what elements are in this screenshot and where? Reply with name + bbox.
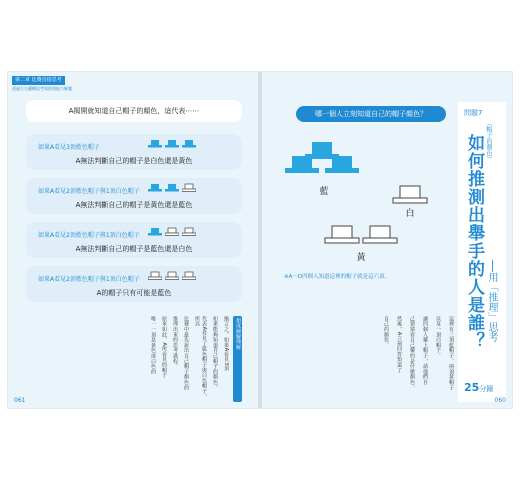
white-hat-icon (148, 271, 162, 280)
text-column: 換言之，如果A看見3頂 (223, 316, 229, 371)
hat-row (148, 271, 196, 280)
case-card-4 (26, 266, 242, 302)
text-column: 以及一頂白帽子。 (435, 316, 441, 359)
question-pill: 哪一個人立刻知道自己的帽子顏色？ (296, 106, 446, 122)
text-column: 己猜猜看自己戴的是什麼顏色。 (409, 316, 415, 391)
text-column: 讓四個人戴上帽子，請他們自 (422, 316, 428, 385)
blue-hat-icon (148, 139, 162, 148)
case-title: 如果A看見2頂藍色帽子與1頂白色帽子 (38, 188, 140, 195)
diagram-caption: ※A～D四個人知道這裡的帽子就是這六頂。 (284, 274, 391, 280)
left-body-text (26, 316, 242, 402)
case-result: A無法判斷自己的帽子是白色還是黃色 (75, 157, 193, 165)
section-badge: 想成圖解理解 (233, 316, 242, 402)
text-column: 代表A看見了藍色帽子與白色帽子，所以 (194, 316, 207, 400)
hat-row (148, 139, 196, 148)
right-page (262, 72, 512, 408)
text-column: 如果能夠知道自己帽子的顏色， (212, 316, 218, 391)
case-result: A無法判斷自己的帽子是黃色還是藍色 (75, 201, 193, 209)
right-body-text (284, 316, 454, 402)
text-column: 這裡有三頂藍帽子、兩頂黃帽子 (448, 316, 454, 391)
page-number-right: 060 (494, 397, 506, 404)
hat-row (148, 183, 196, 192)
white-hat-icon (363, 226, 397, 243)
white-hat-icon (325, 226, 359, 243)
text-column: 比賽中最先說出自己帽子顏色的 (183, 316, 189, 391)
case-title: 如果A看見3頂藍色帽子 (38, 144, 100, 151)
time-unit: 分鐘 (479, 385, 494, 393)
white-hat-icon (165, 227, 179, 236)
blue-hat-icon (182, 139, 196, 148)
white-hat-icon (182, 183, 196, 192)
text-column: 然後，A立刻回答知道了 (396, 316, 402, 373)
case-card-3 (26, 222, 242, 258)
text-column: 原來如此，A所看見的帽子 (161, 316, 167, 379)
text-column: 推理出來的思考過程。 (172, 316, 178, 369)
text-column: 唯一一頂是黃色或白色的 (150, 316, 156, 375)
question-subtitle: （帽子的顏色） (485, 120, 492, 162)
book-spread (8, 72, 512, 408)
page-number-left: 061 (14, 397, 26, 404)
case-card-2 (26, 178, 242, 214)
intro-card (26, 100, 242, 122)
question-subtitle-2: ──用「推理」思考 (486, 260, 497, 343)
chapter-tag: 第二章 比賽直接思考 (12, 76, 65, 85)
label-blue: 藍 (319, 187, 329, 197)
left-page (8, 72, 258, 408)
case-result: A無法判斷自己的帽子是藍色還是白色 (75, 245, 193, 253)
chapter-subtitle: 透過左右邏輯思考與推理能力解題 (12, 86, 72, 91)
case-card-1 (26, 134, 242, 170)
case-title: 如果A看見2頂藍色帽子與1頂白色帽子 (38, 232, 140, 239)
time-limit (464, 381, 493, 394)
case-result: A的帽子只有可能是藍色 (96, 289, 172, 297)
white-hat-icon (165, 271, 179, 280)
label-white: 白 (405, 209, 415, 219)
blue-hat-icon (148, 183, 162, 192)
hat-row (148, 227, 196, 236)
time-value: 25 (464, 381, 480, 394)
white-hat-icon (182, 271, 196, 280)
case-title: 如果A看見2頂藍色帽子與1頂白色帽子 (38, 276, 140, 283)
white-hat-icon (393, 186, 427, 203)
intro-text: A揭開就知道自己帽子的顏色，這代表⋯⋯ (68, 107, 200, 115)
blue-hat-icon (148, 227, 162, 236)
label-yellow: 黃 (356, 253, 366, 263)
hat-diagram (272, 132, 454, 272)
white-hat-icon (182, 227, 196, 236)
question-title-panel (458, 102, 506, 402)
question-title: 如何推測出舉手的人是誰？ (464, 134, 484, 350)
text-column: 自己的顏色。 (383, 316, 389, 348)
blue-hat-icon (165, 183, 179, 192)
blue-hat-icon (165, 139, 179, 148)
question-number: 問題7 (464, 109, 483, 117)
